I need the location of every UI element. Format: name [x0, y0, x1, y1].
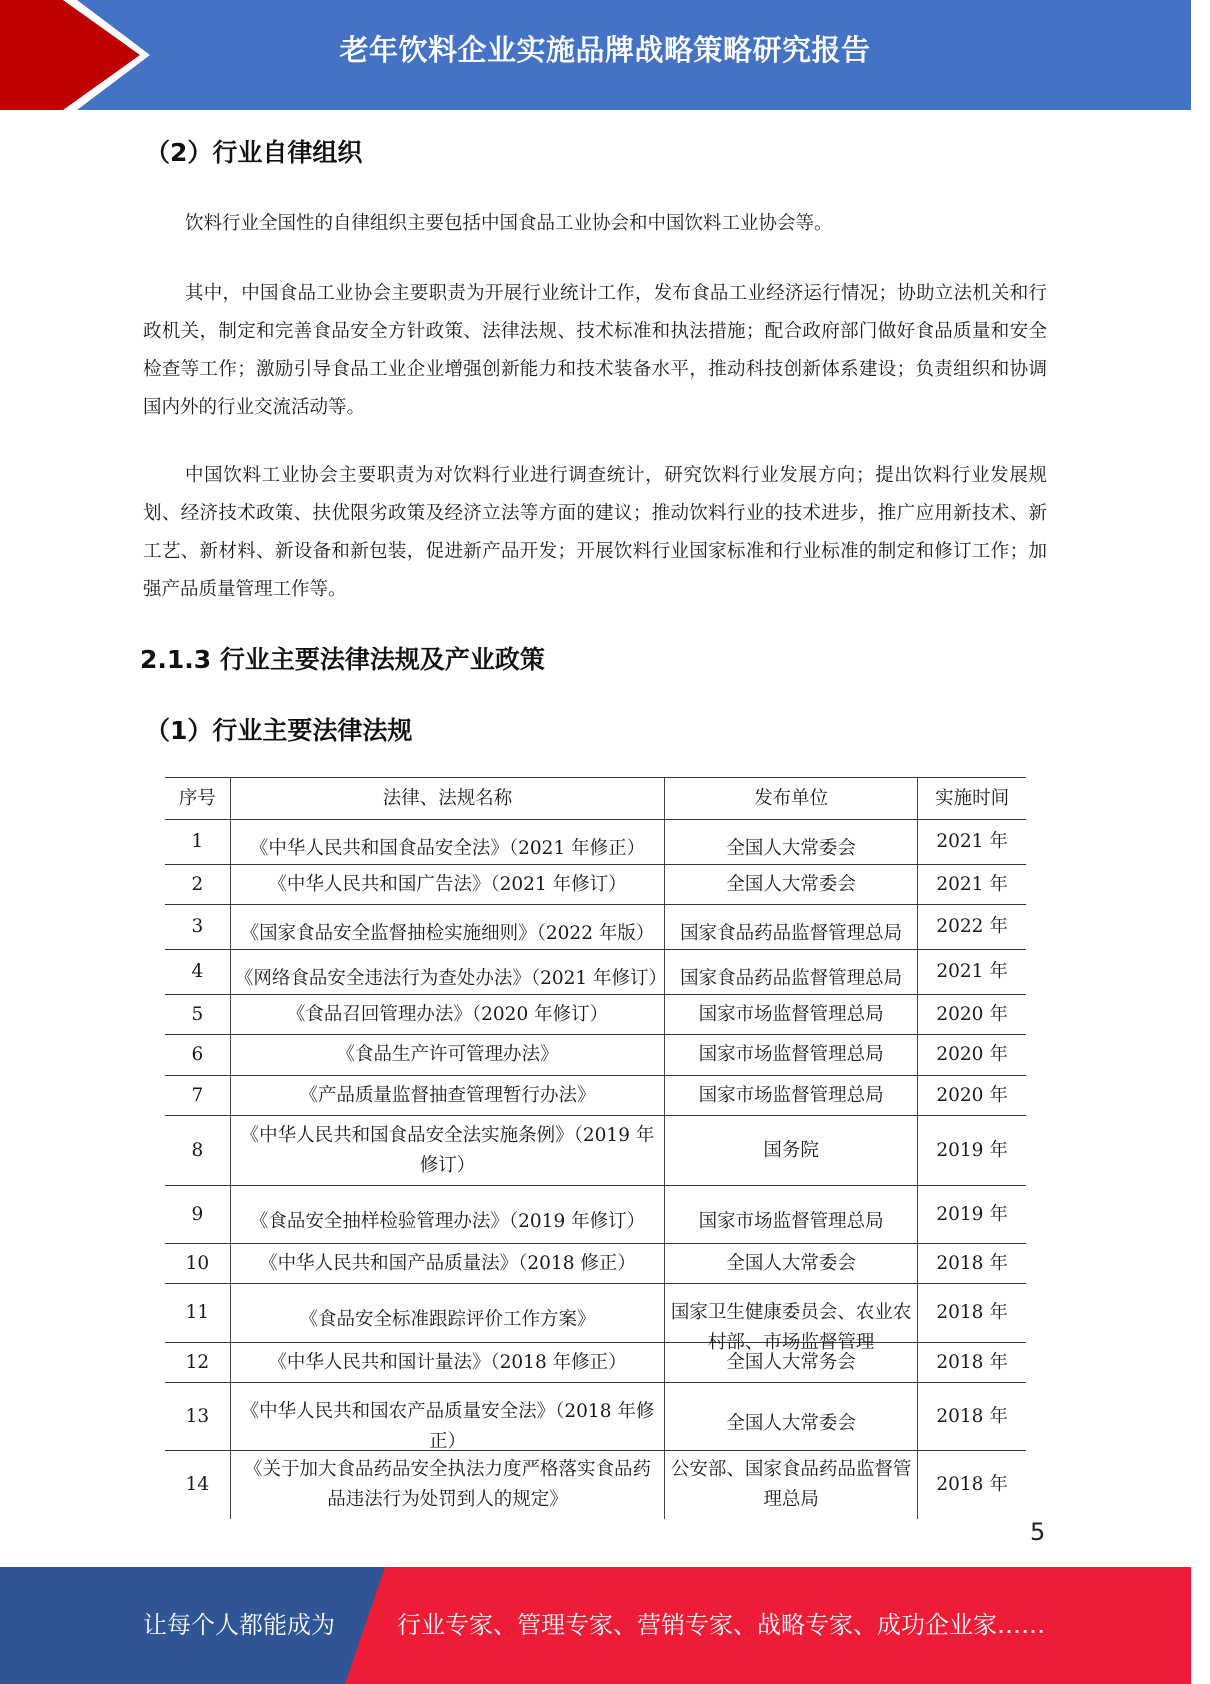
cell-no: [165, 820, 230, 865]
cell-no-text: 2: [191, 873, 204, 895]
page-header: [0, 0, 1191, 110]
table-row: [165, 1343, 1026, 1383]
cell-date-text: 2022 年: [936, 916, 1008, 937]
cell-no: [165, 1343, 230, 1383]
cell-publisher-text: 国家卫生健康委员会、农业农村部、市场监督管理: [670, 1302, 912, 1353]
table-row: [165, 1186, 1026, 1244]
cell-no-text: 11: [185, 1302, 210, 1323]
column-header-name: 法律、法规名称: [230, 778, 664, 820]
cell-date: [918, 1343, 1026, 1383]
report-title: 老年饮料企业实施品牌战略策略研究报告: [339, 33, 871, 67]
cell-date-text: 2018 年: [936, 1473, 1008, 1495]
cell-date-text: 2018 年: [936, 1252, 1008, 1274]
cell-date-text: 2021 年: [936, 873, 1008, 895]
cell-publisher: [665, 995, 918, 1035]
column-header-publisher: 发布单位: [665, 778, 918, 820]
cell-no: [165, 1383, 230, 1451]
page-footer: [0, 1567, 1191, 1684]
cell-no-text: 3: [191, 916, 204, 937]
cell-date: [918, 1383, 1026, 1451]
cell-law-name: [230, 1076, 664, 1116]
cell-no: [165, 1035, 230, 1076]
cell-date: [918, 1244, 1026, 1284]
cell-law-name-text: 《网络食品安全违法行为查处办法》（2021 年修订）: [234, 968, 668, 989]
page-number: 5: [1030, 1518, 1046, 1546]
cell-no: [165, 950, 230, 995]
cell-no-text: 12: [185, 1351, 210, 1373]
cell-date: [918, 1284, 1026, 1343]
cell-date-text: 2021 年: [936, 961, 1008, 982]
cell-publisher: [665, 1383, 918, 1451]
cell-law-name-text: 《关于加大食品药品安全执法力度严格落实食品药品违法行为处罚到人的规定》: [243, 1458, 651, 1510]
cell-no: [165, 865, 230, 905]
cell-publisher-text: 国家食品药品监督管理总局: [680, 968, 903, 989]
cell-law-name: [230, 865, 664, 905]
footer-slogan-left: 让每个人都能成为: [143, 1611, 335, 1639]
table-row: [165, 865, 1026, 905]
table-row: [165, 1116, 1026, 1186]
cell-no-text: 13: [185, 1405, 210, 1427]
cell-no-text: 8: [191, 1139, 204, 1161]
cell-publisher: [665, 1343, 918, 1383]
cell-date-text: 2020 年: [936, 1003, 1008, 1025]
cell-publisher-text: 国家市场监督管理总局: [698, 1210, 884, 1232]
table-row: [165, 820, 1026, 865]
cell-date: [918, 1451, 1026, 1519]
cell-publisher: [665, 1186, 918, 1244]
cell-date-text: 2018 年: [936, 1405, 1008, 1427]
cell-publisher: [665, 820, 918, 865]
column-header-no: 序号: [165, 778, 230, 820]
table-row: [165, 1035, 1026, 1076]
cell-law-name: [230, 1284, 664, 1343]
cell-law-name: [230, 820, 664, 865]
cell-law-name-text: 《中华人民共和国食品安全法》（2021 年修正）: [249, 838, 646, 859]
cell-publisher-text: 国家市场监督管理总局: [698, 1084, 884, 1106]
paragraph-intro: 饮料行业全国性的自律组织主要包括中国食品工业协会和中国饮料工业协会等。: [185, 213, 833, 234]
cell-publisher: [665, 1284, 918, 1353]
cell-no: [165, 1116, 230, 1186]
cell-publisher: [665, 1244, 918, 1284]
cell-no-text: 7: [191, 1084, 204, 1106]
cell-publisher: [665, 905, 918, 950]
cell-law-name: [230, 1186, 664, 1244]
table-header-row: [165, 778, 1026, 820]
cell-no-text: 4: [191, 961, 204, 982]
cell-no: [165, 905, 230, 950]
cell-publisher-text: 国家市场监督管理总局: [698, 1044, 884, 1065]
cell-publisher: [665, 1035, 918, 1076]
cell-date-text: 2018 年: [936, 1351, 1008, 1373]
cell-publisher-text: 全国人大常委会: [726, 873, 856, 895]
cell-publisher-text: 国家食品药品监督管理总局: [680, 923, 903, 944]
cell-date: [918, 1035, 1026, 1076]
cell-date: [918, 995, 1026, 1035]
cell-publisher: [665, 865, 918, 905]
cell-law-name: [230, 1343, 664, 1383]
table-row: [165, 905, 1026, 950]
cell-law-name-text: 《食品安全抽样检验管理办法》（2019 年修订）: [249, 1210, 646, 1232]
cell-publisher-text: 国家市场监督管理总局: [698, 1003, 884, 1025]
cell-law-name-text: 《食品安全标准跟踪评价工作方案》: [299, 1309, 596, 1330]
cell-date: [918, 1116, 1026, 1186]
cell-date: [918, 1186, 1026, 1244]
cell-no-text: 14: [185, 1473, 210, 1495]
cell-publisher-text: 公安部、国家食品药品监督管理总局: [670, 1458, 912, 1510]
cell-date: [918, 1076, 1026, 1116]
table-row: [165, 950, 1026, 995]
cell-no: [165, 1186, 230, 1244]
cell-law-name-text: 《产品质量监督抽查管理暂行办法》: [299, 1084, 596, 1106]
cell-date-text: 2019 年: [936, 1203, 1008, 1225]
cell-publisher: [665, 1451, 918, 1519]
cell-no-text: 1: [191, 831, 204, 852]
cell-law-name: [230, 995, 664, 1035]
paragraph-food-industry-association: 其中，中国食品工业协会主要职责为开展行业统计工作，发布食品工业经济运行情况；协助立法机关和行政机关，制定和完善食品安全方针政策、法律法规、技术标准和执法措施；配合政府部门做好食品质量和安全检查等工作；激励引导食品工业企业增强创新能力和技术装备水平，推动科技创新体系建设；负责组织和协调国内外的行业交流活动等。: [143, 283, 1047, 418]
cell-publisher-text: 全国人大常委会: [726, 1412, 856, 1434]
cell-no-text: 9: [191, 1203, 204, 1225]
cell-publisher-text: 全国人大常委会: [726, 838, 856, 859]
cell-law-name: [230, 1383, 664, 1451]
cell-date-text: 2020 年: [936, 1084, 1008, 1106]
table-row: [165, 995, 1026, 1035]
cell-law-name-text: 《中华人民共和国广告法》（2021 年修订）: [268, 873, 627, 895]
cell-date: [918, 820, 1026, 865]
subsection-heading-main-laws: （1）行业主要法律法规: [145, 716, 413, 745]
cell-law-name: [230, 1244, 664, 1284]
cell-publisher: [665, 1116, 918, 1186]
table-row: [165, 1383, 1026, 1451]
cell-no: [165, 1076, 230, 1116]
table-row: [165, 1284, 1026, 1343]
cell-no: [165, 1451, 230, 1519]
laws-table: [165, 777, 1026, 1519]
cell-no-text: 6: [191, 1044, 204, 1065]
cell-date-text: 2021 年: [936, 831, 1008, 852]
cell-date-text: 2019 年: [936, 1139, 1008, 1161]
cell-law-name-text: 《中华人民共和国计量法》（2018 年修正）: [268, 1351, 627, 1373]
footer-slogan-right: 行业专家、管理专家、营销专家、战略专家、成功企业家……: [397, 1611, 1045, 1639]
cell-law-name: [230, 905, 664, 950]
cell-law-name: [230, 1451, 664, 1519]
cell-date: [918, 950, 1026, 995]
table-row: [165, 1076, 1026, 1116]
cell-law-name-text: 《食品生产许可管理办法》: [336, 1044, 559, 1065]
cell-law-name: [230, 950, 668, 995]
section-heading-self-regulatory: （2）行业自律组织: [145, 138, 363, 167]
cell-no: [165, 995, 230, 1035]
cell-no-text: 10: [185, 1252, 210, 1274]
cell-date-text: 2020 年: [936, 1044, 1008, 1065]
cell-law-name-text: 《中华人民共和国产品质量法》（2018 修正）: [259, 1252, 636, 1274]
cell-law-name: [230, 1116, 664, 1186]
cell-date-text: 2018 年: [936, 1302, 1008, 1323]
cell-law-name: [230, 1035, 664, 1076]
cell-publisher-text: 全国人大常委会: [726, 1252, 856, 1274]
cell-law-name-text: 《中华人民共和国食品安全法实施条例》（2019 年修订）: [240, 1124, 655, 1176]
cell-publisher: [665, 950, 918, 995]
cell-no: [165, 1284, 230, 1343]
section-heading-laws-policies: 2.1.3 行业主要法律法规及产业政策: [140, 645, 545, 674]
cell-date: [918, 905, 1026, 950]
cell-law-name-text: 《食品召回管理办法》（2020 年修订）: [286, 1003, 609, 1025]
cell-publisher-text: 全国人大常务会: [726, 1351, 856, 1373]
table-row: [165, 1451, 1026, 1519]
cell-law-name-text: 《中华人民共和国农产品质量安全法》（2018 年修正）: [240, 1401, 655, 1452]
cell-publisher-text: 国务院: [763, 1139, 819, 1161]
cell-law-name-text: 《国家食品安全监督抽检实施细则》（2022 年版）: [240, 923, 655, 944]
column-header-date: 实施时间: [918, 778, 1026, 820]
table-row: [165, 1244, 1026, 1284]
cell-publisher: [665, 1076, 918, 1116]
cell-date: [918, 865, 1026, 905]
cell-no: [165, 1244, 230, 1284]
cell-no-text: 5: [191, 1003, 204, 1025]
paragraph-beverage-association: 中国饮料工业协会主要职责为对饮料行业进行调查统计，研究饮料行业发展方向；提出饮料行业发展规划、经济技术政策、扶优限劣政策及经济立法等方面的建议；推动饮料行业的技术进步，推广应用新技术、新工艺、新材料、新设备和新包装，促进新产品开发；开展饮料行业国家标准和行业标准的制定和修订工作；加强产品质量管理工作等。: [143, 465, 1047, 600]
